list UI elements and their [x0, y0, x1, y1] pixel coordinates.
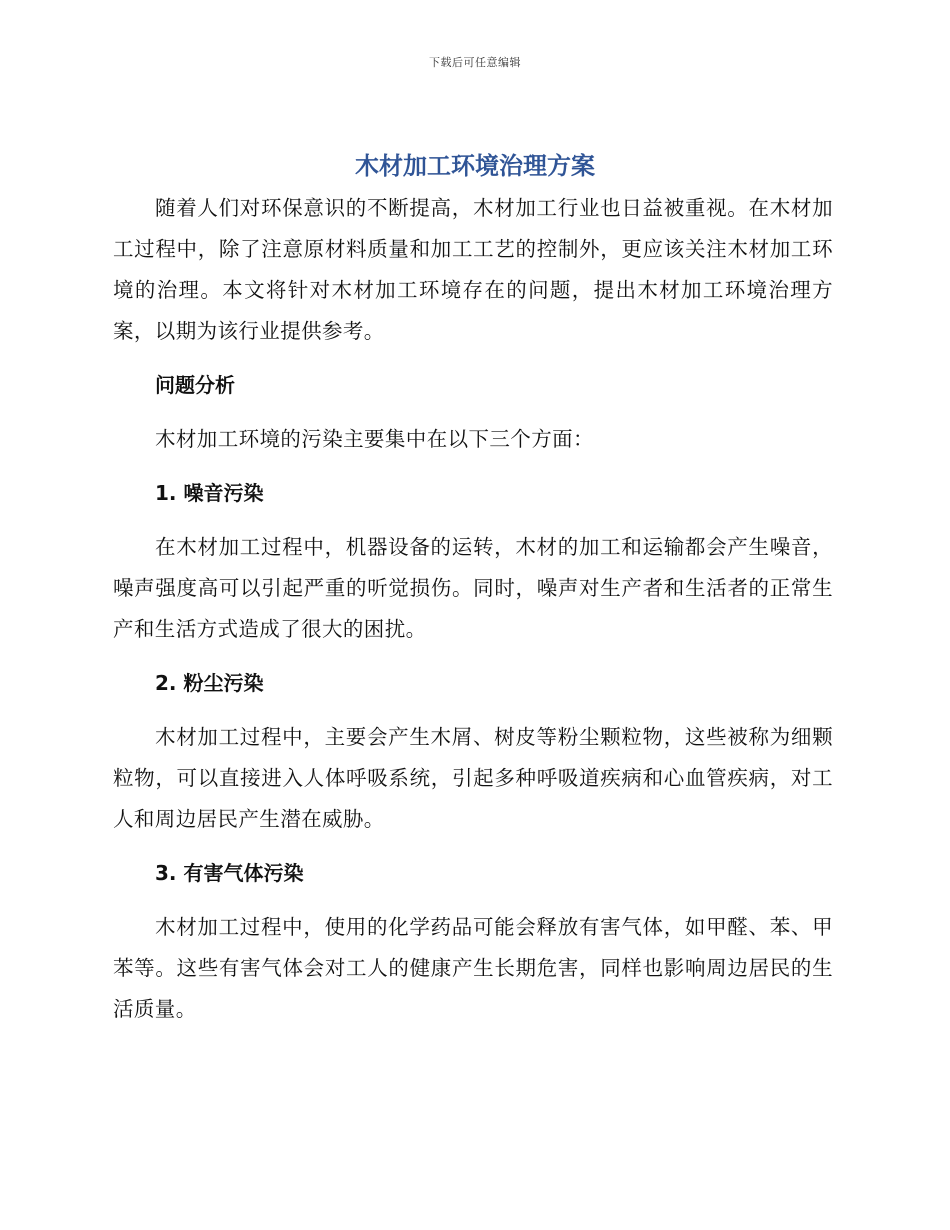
intro-paragraph: 随着人们对环保意识的不断提高，木材加工行业也日益被重视。在木材加工过程中，除了注意原材料质量和加工工艺的控制外，更应该关注木材加工环境的治理。本文将针对木材加工环境存在的问题，提出木材加工环境治理方案，以期为该行业提供参考。 — [113, 196, 833, 343]
document-body — [113, 188, 833, 1030]
item-body-dust: 木材加工过程中，主要会产生木屑、树皮等粉尘颗粒物，这些被称为细颗粒物，可以直接进入人体呼吸系统，引起多种呼吸道疾病和心血管疾病，对工人和周边居民产生潜在威胁。 — [113, 725, 833, 831]
item-heading-gas: 3. 有害气体污染 — [155, 861, 304, 885]
document-title: 木材加工环境治理方案 — [355, 152, 595, 180]
section-intro-paragraph: 木材加工环境的污染主要集中在以下三个方面： — [155, 427, 594, 451]
item-body-gas: 木材加工过程中，使用的化学药品可能会释放有害气体，如甲醛、苯、甲苯等。这些有害气体会对工人的健康产生长期危害，同样也影响周边居民的生活质量。 — [113, 915, 833, 1021]
section-heading: 问题分析 — [155, 373, 235, 397]
item-body-noise: 在木材加工过程中，机器设备的运转，木材的加工和运输都会产生噪音，噪声强度高可以引起严重的听觉损伤。同时，噪声对生产者和生活者的正常生产和生活方式造成了很大的困扰。 — [113, 535, 833, 641]
item-heading-dust: 2. 粉尘污染 — [155, 671, 264, 695]
header-note: 下载后可任意编辑 — [429, 56, 521, 69]
item-heading-noise: 1. 噪音污染 — [155, 481, 264, 505]
